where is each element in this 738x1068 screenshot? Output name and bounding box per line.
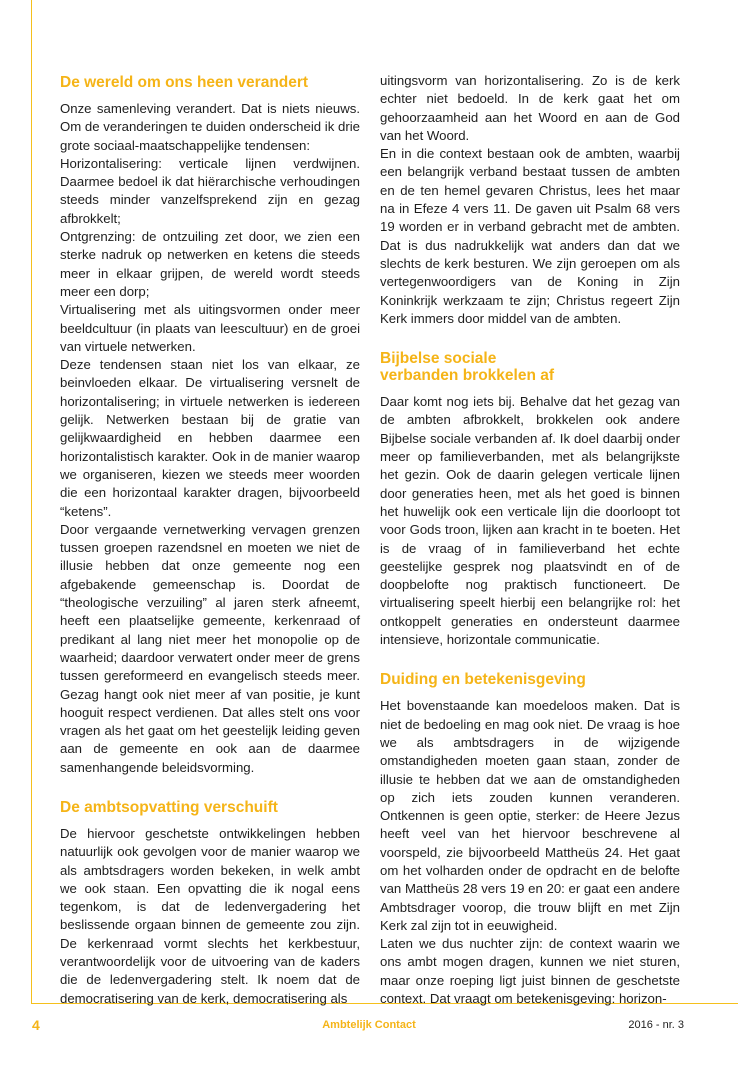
heading-line: Bijbelse sociale [380, 350, 497, 368]
paragraph: uitingsvorm van horizontalisering. Zo is de kerk echter niet bedoeld. In de kerk gaat het om gehoorzaamheid aan het Woord en aan de God van het Woord. [380, 73, 680, 143]
right-column [380, 72, 680, 1008]
paragraph: Ontgrenzing: de ontzuiling zet door, we zien een sterke nadruk op netwerken en ketens die steeds meer in elkaar grijpen, de wereld wordt steeds meer een dorp; [60, 229, 360, 299]
paragraph: Het bovenstaande kan moedeloos maken. Dat is niet de bedoeling en mag ook niet. De vraag is hoe we als ambtsdragers in de wijzigende omstandigheden moeten gaan staan, zonder de illusie te hebben dat we aan de omstandigheden op zich iets zouden kunnen veranderen. Ontkennen is geen optie, sterker: de Heere Jezus heeft veel van het hiervoor beschrevene al voorspeld, zie bijvoorbeeld Mattheüs 24. Het gaat om het volharden onder de opdracht en de belofte van Mattheüs 28 vers 19 en 20: er gaat een andere Ambtsdrager voorop, die trouw blijft en met Zijn Kerk zal zijn tot in eeuwigheid. [380, 698, 680, 933]
heading-duiding: Duiding en betekenisgeving [380, 671, 586, 689]
paragraph: Daar komt nog iets bij. Behalve dat het gezag van de ambten afbrokkelt, brokkelen ook andere Bijbelse sociale verbanden af. Ik doel daarbij onder meer op familieverbanden, met als belangrijkste het gezin. Ook de daarin gelegen verticale lijnen door generaties heen, met als het goed is binnen het huwelijk ook een verticale lijn die doorloopt tot voor Gods troon, lijken aan kracht in te boeten. Het is de vraag of in familieverband het echte geestelijke gesprek nog plaatsvindt en of de doopbelofte nog praktisch functioneert. De virtualisering speelt hierbij een belangrijke rol: het ontkoppelt generaties en ondersteunt daarmee intensieve, horizontale communicatie. [380, 394, 680, 648]
paragraph: Virtualisering met als uitingsvormen onder meer beeldcultuur (in plaats van leescultuur) en de groei van virtuele netwerken. [60, 302, 360, 354]
paragraph: Door vergaande vernetwerking vervagen grenzen tussen groepen razendsnel en moeten we niet de illusie hebben dat onze gemeente nog een afgebakende gemeenschap is. Doordat de “theologische verzuiling” al jaren sterk afneemt, heeft een plaatselijke gemeente, kerkenraad of predikant al lang niet meer het monopolie op de waarheid; daardoor verwatert onder meer de grens tussen gereformeerd en evangelisch steeds meer. Gezag hangt ook niet meer af van positie, je kunt hooguit respect verdienen. Dat alles stelt ons voor vragen als het gaat om het geestelijk leiding geven aan de gemeente en ook aan de daarmee samenhangende beleidsvorming. [60, 521, 360, 775]
margin-rule-vertical [31, 0, 32, 1003]
paragraph: Horizontalisering: verticale lijnen verdwijnen. Daarmee bedoel ik dat hiërarchische verhoudingen steeds minder vanzelfsprekend zijn en gezag afbrokkelt; [60, 155, 360, 226]
heading-ambtsopvatting: De ambtsopvatting verschuift [60, 798, 278, 816]
paragraph: Laten we dus nuchter zijn: de context waarin we ons ambt mogen dragen, kunnen we niet sturen, maar onze roeping ligt juist binnen de geschetste context. Dat vraagt om betekenisgeving: horizon- [380, 936, 680, 1007]
paragraph: De hiervoor geschetste ontwikkelingen hebben natuurlijk ook gevolgen voor de manier waarop we als ambtsdragers worden bekeken, in welk ambt we ook staan. Een opvatting die ik nogal eens tegenkom, is dat de ledenvergadering het beslissende orgaan binnen de gemeente zou zijn. De kerkenraad vormt slechts het kerkbestuur, verantwoordelijk voor de uitvoering van de kaders die de ledenvergadering stelt. Ik noem dat de democratisering van de kerk, democratisering als [60, 825, 360, 1006]
heading-bijbelse-verbanden [380, 350, 680, 384]
heading-line: verbanden brokkelen af [380, 367, 555, 385]
magazine-title: Ambtelijk Contact [322, 1019, 416, 1031]
issue-label: 2016 - nr. 3 [628, 1019, 684, 1031]
heading-wereld: De wereld om ons heen verandert [60, 74, 309, 91]
paragraph: Onze samenleving verandert. Dat is niets nieuws. Om de veranderingen te duiden onderscheid ik drie grote sociaal-maatschappelijke tendensen: [60, 101, 360, 153]
paragraph: En in die context bestaan ook de ambten, waarbij een belangrijk verband bestaat tussen de ambten en de ten hemel gevaren Christus, lees het maar na in Efeze 4 vers 11. De gaven uit Psalm 68 vers 19 worden er in verband gebracht met de ambten. Dat is dus nadrukkelijk wat anders dan dat we slechts de kerk besturen. We zijn geroepen om als vertegenwoordigers van de Koning in Zijn Koninkrijk werkzaam te zijn; Christus regeert Zijn Kerk immers door middel van de ambten. [380, 146, 680, 326]
paragraph: Deze tendensen staan niet los van elkaar, ze beinvloeden elkaar. De virtualisering versnelt de horizontalisering; in virtuele netwerken is iedereen gelijk. Netwerken bestaan bij de gratie van gelijkwaardigheid en hebben daarmee een horizontalistisch karakter. Ook in de manier waarop we organiseren, kiezen we steeds meer woorden die een horizontaal karakter dragen, bijvoorbeeld “ketens”. [60, 357, 360, 519]
page-number: 4 [32, 1017, 40, 1033]
left-column [60, 74, 360, 1008]
